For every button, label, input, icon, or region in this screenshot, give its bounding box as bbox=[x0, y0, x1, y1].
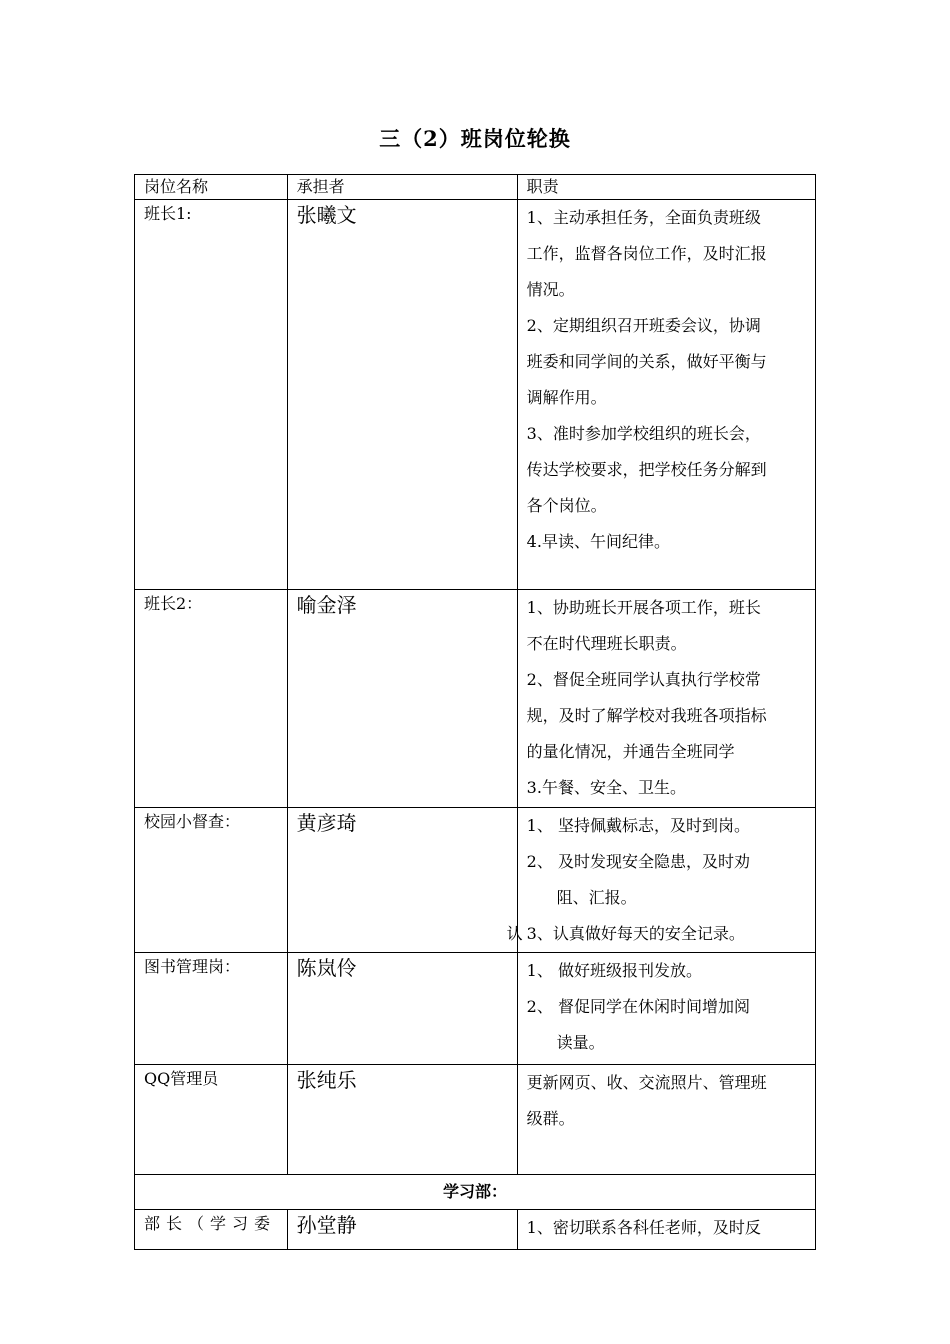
duty-line: 3、认真做好每天的安全记录。 bbox=[526, 924, 745, 943]
header-role: 岗位名称 bbox=[135, 175, 288, 200]
duty-line: 1、 做好班级报刊发放。 bbox=[526, 961, 702, 980]
duty-line: 各个岗位。 bbox=[526, 496, 607, 515]
table-row bbox=[135, 1065, 816, 1175]
role-cell bbox=[135, 1210, 288, 1250]
person-cell bbox=[287, 590, 517, 808]
duty-line: 3.午餐、安全、卫生。 bbox=[526, 778, 686, 797]
duty-line: 不在时代理班长职责。 bbox=[526, 634, 687, 653]
table-row bbox=[135, 1210, 816, 1250]
table-header-row bbox=[135, 175, 816, 200]
role-cell bbox=[135, 200, 288, 590]
person-name: 张曦文 bbox=[296, 203, 357, 227]
person-name: 喻金泽 bbox=[296, 593, 357, 617]
duty-line: 更新网页、收、交流照片、管理班 bbox=[526, 1073, 767, 1092]
table-row bbox=[135, 808, 816, 953]
duty-line: 1、 坚持佩戴标志，及时到岗。 bbox=[526, 816, 750, 835]
duty-line: 2、督促全班同学认真执行学校常 bbox=[526, 670, 761, 689]
duty-line: 2、 督促同学在休闲时间增加阅 bbox=[526, 997, 750, 1016]
role-cell bbox=[135, 590, 288, 808]
duties-cell bbox=[517, 1065, 815, 1175]
duties-cell bbox=[506, 808, 815, 953]
person-cell bbox=[287, 1065, 517, 1175]
duty-line: 2、 及时发现安全隐患，及时劝 bbox=[526, 852, 750, 871]
person-name: 黄彦琦 bbox=[296, 811, 357, 835]
duty-line: 读量。 bbox=[556, 1033, 605, 1052]
section-row bbox=[135, 1175, 816, 1210]
duty-line: 阻、汇报。 bbox=[556, 888, 637, 907]
duty-line: 1、主动承担任务，全面负责班级 bbox=[526, 208, 761, 227]
duty-line: 传达学校要求，把学校任务分解到 bbox=[526, 460, 767, 479]
stray-char: 认 bbox=[506, 924, 523, 943]
duty-table bbox=[134, 174, 816, 1250]
duty-line: 1、协助班长开展各项工作，班长 bbox=[526, 598, 761, 617]
duties-cell bbox=[517, 953, 815, 1065]
role-label: 部长（学习委 bbox=[144, 1214, 277, 1233]
role-label: 图书管理岗： bbox=[144, 957, 241, 976]
person-cell bbox=[287, 953, 517, 1065]
header-person: 承担者 bbox=[287, 175, 517, 200]
role-label: QQ管理员 bbox=[144, 1069, 219, 1088]
table-row bbox=[135, 590, 816, 808]
duty-line: 的量化情况，并通告全班同学 bbox=[526, 742, 735, 761]
role-label: 班长1: bbox=[144, 204, 192, 223]
duty-line: 规，及时了解学校对我班各项指标 bbox=[526, 706, 767, 725]
role-label: 校园小督查： bbox=[144, 812, 241, 831]
duties-cell bbox=[517, 590, 815, 808]
page-title: 三（2）班岗位轮换 bbox=[379, 126, 571, 151]
header-duties: 职责 bbox=[517, 175, 815, 200]
duties-cell bbox=[517, 1210, 815, 1250]
role-cell bbox=[135, 953, 288, 1065]
duty-line: 班委和同学间的关系，做好平衡与 bbox=[526, 352, 767, 371]
duty-line: 1、密切联系各科任老师，及时反 bbox=[526, 1218, 761, 1237]
person-name: 陈岚伶 bbox=[296, 956, 357, 980]
person-name: 张纯乐 bbox=[296, 1068, 357, 1092]
role-cell bbox=[135, 1065, 288, 1175]
duty-line: 级群。 bbox=[526, 1109, 575, 1128]
person-name: 孙堂静 bbox=[296, 1213, 357, 1237]
role-label: 班长2： bbox=[144, 594, 203, 613]
duty-line: 情况。 bbox=[526, 280, 575, 299]
table-row bbox=[135, 200, 816, 590]
duty-line: 4.早读、午间纪律。 bbox=[526, 532, 670, 551]
person-cell bbox=[287, 200, 517, 590]
person-cell bbox=[287, 1210, 517, 1250]
role-cell bbox=[135, 808, 288, 953]
duty-line: 调解作用。 bbox=[526, 388, 607, 407]
table-row bbox=[135, 953, 816, 1065]
duty-line: 工作，监督各岗位工作，及时汇报 bbox=[526, 244, 767, 263]
duties-cell bbox=[517, 200, 815, 590]
duty-line: 3、准时参加学校组织的班长会， bbox=[526, 424, 761, 443]
section-label: 学习部： bbox=[135, 1175, 816, 1210]
duty-line: 2、定期组织召开班委会议，协调 bbox=[526, 316, 761, 335]
person-cell bbox=[287, 808, 517, 953]
